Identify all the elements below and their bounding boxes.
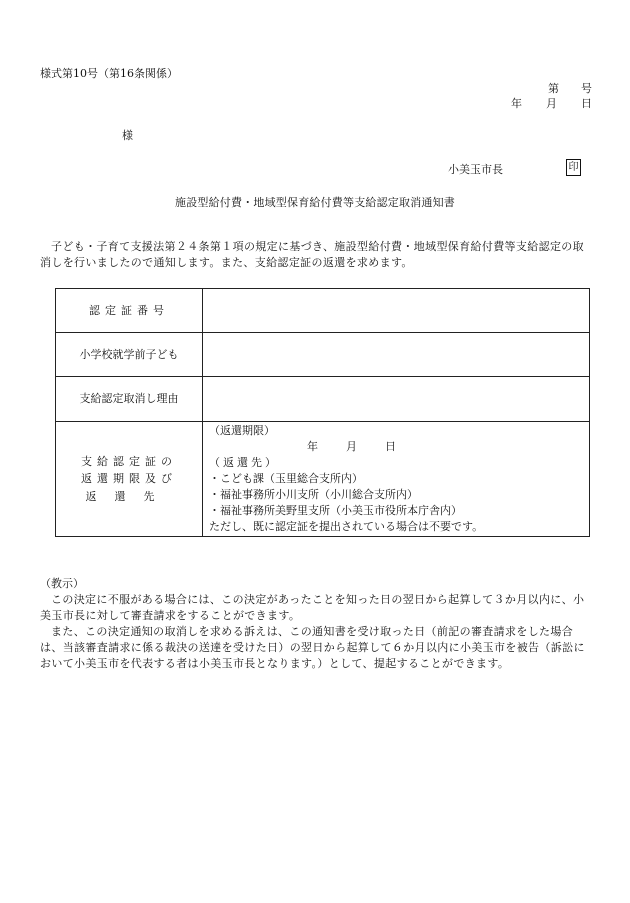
table-row (56, 333, 590, 377)
return-place-2: ・福祉事務所小川支所（小川総合支所内） (209, 488, 418, 501)
child-value (203, 333, 590, 377)
date-month: 月 (546, 97, 557, 110)
document-number-line (548, 81, 592, 97)
issue-date-line (511, 96, 592, 112)
number-suffix: 号 (581, 82, 592, 95)
child-label: 小学校就学前子ども (56, 333, 203, 377)
return-place-label: （返還先） (209, 456, 279, 469)
seal-mark: 印 (566, 159, 581, 176)
return-deadline-date: 年 月 日 (307, 440, 396, 453)
return-place-3: ・福祉事務所美野里支所（小美玉市役所本庁舎内） (209, 504, 462, 517)
number-prefix: 第 (548, 82, 559, 95)
revocation-reason-label: 支給認定取消し理由 (56, 377, 203, 422)
addressee-suffix: 様 (122, 129, 133, 142)
instruction-paragraph-1: この決定に不服がある場合には、この決定があったことを知った日の翌日から起算して３か月以内に、小美玉市長に対して審査請求をすることができます。 (40, 593, 585, 622)
table-row (56, 422, 590, 537)
date-day: 日 (581, 97, 592, 110)
return-place-1: ・こども課（玉里総合支所内） (209, 472, 363, 485)
table-row (56, 289, 590, 333)
revocation-reason-value (203, 377, 590, 422)
return-deadline-label: （返還期限） (209, 424, 275, 437)
form-number: 様式第10号（第16条関係） (40, 67, 178, 80)
instruction-paragraph-2: また、この決定通知の取消しを求める訴えは、この通知書を受け取った日（前記の審査請求をした場合は、当該審査請求に係る裁決の送達を受けた日）の翌日から起算して６か月以内に小美玉市を被告（訴訟において小美玉市を代表する者は小美玉市長となります。）として、提起することができます。 (40, 624, 585, 670)
body-paragraph: 子ども・子育て支援法第２４条第１項の規定に基づき、施設型給付費・地域型保育給付費等支給認定の取消しを行いましたので通知します。また、支給認定証の返還を求めます。 (40, 240, 585, 269)
instruction-text (40, 592, 592, 672)
cert-number-value (203, 289, 590, 333)
instruction-heading: （教示） (40, 577, 84, 590)
document-title: 施設型給付費・地域型保育給付費等支給認定取消通知書 (175, 196, 455, 209)
table-row (56, 377, 590, 422)
date-year: 年 (511, 97, 522, 110)
cert-number-label: 認定証番号 (56, 289, 203, 333)
issuer-name: 小美玉市長 (448, 163, 503, 176)
certification-table (55, 288, 590, 537)
return-note: ただし、既に認定証を提出されている場合は不要です。 (209, 520, 484, 533)
return-info-value (203, 422, 590, 537)
return-info-label: 支給認定証の 返還期限及び 返還先 (56, 422, 203, 537)
